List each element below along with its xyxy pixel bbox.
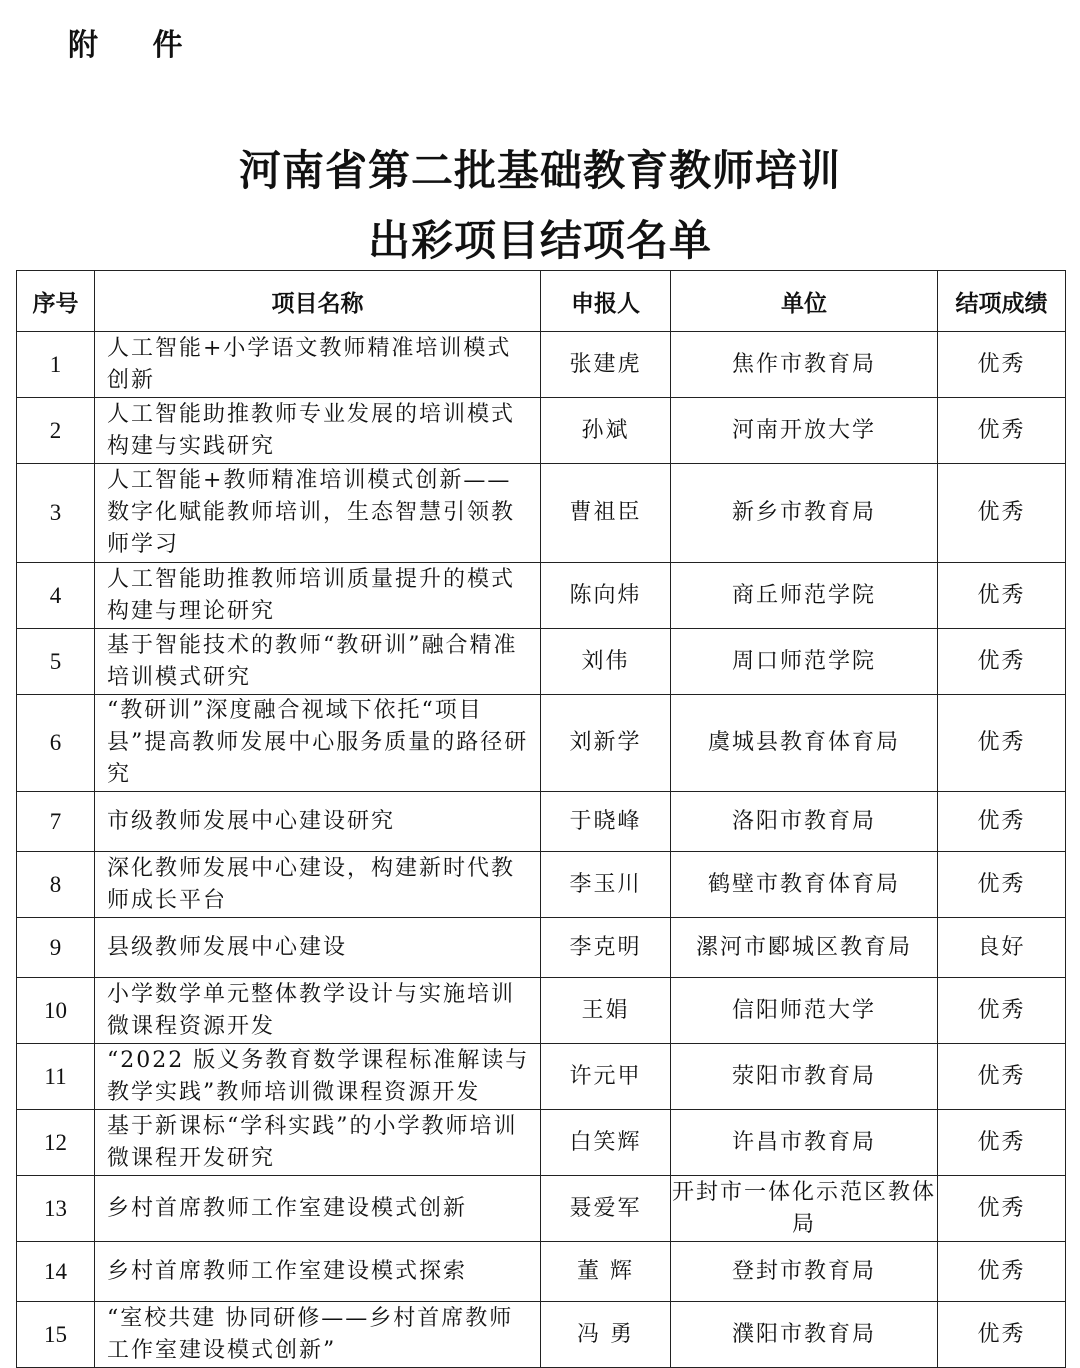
cell-project: 乡村首席教师工作室建设模式探索: [95, 1242, 541, 1302]
cell-applicant: 王娟: [541, 978, 671, 1044]
cell-index: 1: [17, 332, 95, 398]
cell-applicant: 李克明: [541, 918, 671, 978]
cell-index: 10: [17, 978, 95, 1044]
cell-index: 11: [17, 1044, 95, 1110]
cell-applicant: 冯 勇: [541, 1302, 671, 1368]
table-row: [17, 629, 1066, 695]
cell-unit: 濮阳市教育局: [671, 1302, 938, 1368]
cell-result: 优秀: [938, 1044, 1066, 1110]
cell-result: 优秀: [938, 1242, 1066, 1302]
cell-unit: 信阳师范大学: [671, 978, 938, 1044]
cell-index: 6: [17, 695, 95, 792]
cell-result: 优秀: [938, 852, 1066, 918]
header-applicant: 申报人: [541, 271, 671, 332]
cell-unit: 商丘师范学院: [671, 563, 938, 629]
cell-index: 2: [17, 398, 95, 464]
cell-applicant: 刘伟: [541, 629, 671, 695]
table-row: [17, 1176, 1066, 1242]
cell-index: 8: [17, 852, 95, 918]
cell-unit: 新乡市教育局: [671, 464, 938, 563]
cell-result: 优秀: [938, 792, 1066, 852]
cell-project: “室校共建 协同研修——乡村首席教师工作室建设模式创新”: [95, 1302, 541, 1368]
cell-applicant: 白笑辉: [541, 1110, 671, 1176]
cell-result: 优秀: [938, 1110, 1066, 1176]
cell-project: 县级教师发展中心建设: [95, 918, 541, 978]
table-row: [17, 398, 1066, 464]
cell-unit: 许昌市教育局: [671, 1110, 938, 1176]
table-row: [17, 1242, 1066, 1302]
table-row: [17, 792, 1066, 852]
cell-project: 人工智能助推教师培训质量提升的模式构建与理论研究: [95, 563, 541, 629]
cell-project: 乡村首席教师工作室建设模式创新: [95, 1176, 541, 1242]
cell-unit: 开封市一体化示范区教体局: [671, 1176, 938, 1242]
cell-applicant: 刘新学: [541, 695, 671, 792]
cell-unit: 鹤壁市教育体育局: [671, 852, 938, 918]
table-row: [17, 1110, 1066, 1176]
annex-label: 附 件: [68, 28, 205, 63]
cell-project: 小学数学单元整体教学设计与实施培训微课程资源开发: [95, 978, 541, 1044]
cell-project: “2022 版义务教育数学课程标准解读与教学实践”教师培训微课程资源开发: [95, 1044, 541, 1110]
table-row: [17, 464, 1066, 563]
cell-result: 优秀: [938, 464, 1066, 563]
cell-unit: 焦作市教育局: [671, 332, 938, 398]
cell-applicant: 曹祖臣: [541, 464, 671, 563]
cell-applicant: 张建虎: [541, 332, 671, 398]
table-row: [17, 852, 1066, 918]
cell-result: 优秀: [938, 978, 1066, 1044]
cell-unit: 登封市教育局: [671, 1242, 938, 1302]
cell-applicant: 于晓峰: [541, 792, 671, 852]
header-result: 结项成绩: [938, 271, 1066, 332]
table-row: [17, 978, 1066, 1044]
header-project: 项目名称: [95, 271, 541, 332]
cell-applicant: 董 辉: [541, 1242, 671, 1302]
header-unit: 单位: [671, 271, 938, 332]
table-row: [17, 332, 1066, 398]
cell-result: 优秀: [938, 695, 1066, 792]
cell-unit: 河南开放大学: [671, 398, 938, 464]
cell-applicant: 陈向炜: [541, 563, 671, 629]
cell-unit: 虞城县教育体育局: [671, 695, 938, 792]
cell-project: 市级教师发展中心建设研究: [95, 792, 541, 852]
table-row: [17, 695, 1066, 792]
cell-index: 9: [17, 918, 95, 978]
table-header-row: [17, 271, 1066, 332]
cell-applicant: 李玉川: [541, 852, 671, 918]
cell-unit: 洛阳市教育局: [671, 792, 938, 852]
table-row: [17, 918, 1066, 978]
cell-project: 深化教师发展中心建设，构建新时代教师成长平台: [95, 852, 541, 918]
cell-project: 基于智能技术的教师“教研训”融合精准培训模式研究: [95, 629, 541, 695]
cell-project: “教研训”深度融合视域下依托“项目县”提高教师发展中心服务质量的路径研究: [95, 695, 541, 792]
cell-project: 人工智能助推教师专业发展的培训模式构建与实践研究: [95, 398, 541, 464]
cell-result: 优秀: [938, 332, 1066, 398]
cell-result: 优秀: [938, 398, 1066, 464]
table-row: [17, 1044, 1066, 1110]
cell-index: 14: [17, 1242, 95, 1302]
cell-index: 7: [17, 792, 95, 852]
table-row: [17, 563, 1066, 629]
page-title-line2: 出彩项目结项名单: [367, 216, 712, 265]
cell-applicant: 许元甲: [541, 1044, 671, 1110]
header-index: 序号: [17, 271, 95, 332]
cell-applicant: 聂爱军: [541, 1176, 671, 1242]
cell-applicant: 孙斌: [541, 398, 671, 464]
cell-result: 良好: [938, 918, 1066, 978]
cell-index: 15: [17, 1302, 95, 1368]
cell-index: 13: [17, 1176, 95, 1242]
cell-index: 3: [17, 464, 95, 563]
cell-index: 12: [17, 1110, 95, 1176]
cell-result: 优秀: [938, 563, 1066, 629]
cell-result: 优秀: [938, 1176, 1066, 1242]
page-title-line1: 河南省第二批基础教育教师培训: [238, 146, 841, 195]
cell-project: 基于新课标“学科实践”的小学教师培训微课程开发研究: [95, 1110, 541, 1176]
project-table: [16, 270, 1066, 1368]
cell-index: 5: [17, 629, 95, 695]
cell-project: 人工智能+教师精准培训模式创新——数字化赋能教师培训，生态智慧引领教师学习: [95, 464, 541, 563]
cell-unit: 漯河市郾城区教育局: [671, 918, 938, 978]
cell-result: 优秀: [938, 1302, 1066, 1368]
cell-result: 优秀: [938, 629, 1066, 695]
cell-index: 4: [17, 563, 95, 629]
cell-unit: 周口师范学院: [671, 629, 938, 695]
cell-unit: 荥阳市教育局: [671, 1044, 938, 1110]
cell-project: 人工智能+小学语文教师精准培训模式创新: [95, 332, 541, 398]
